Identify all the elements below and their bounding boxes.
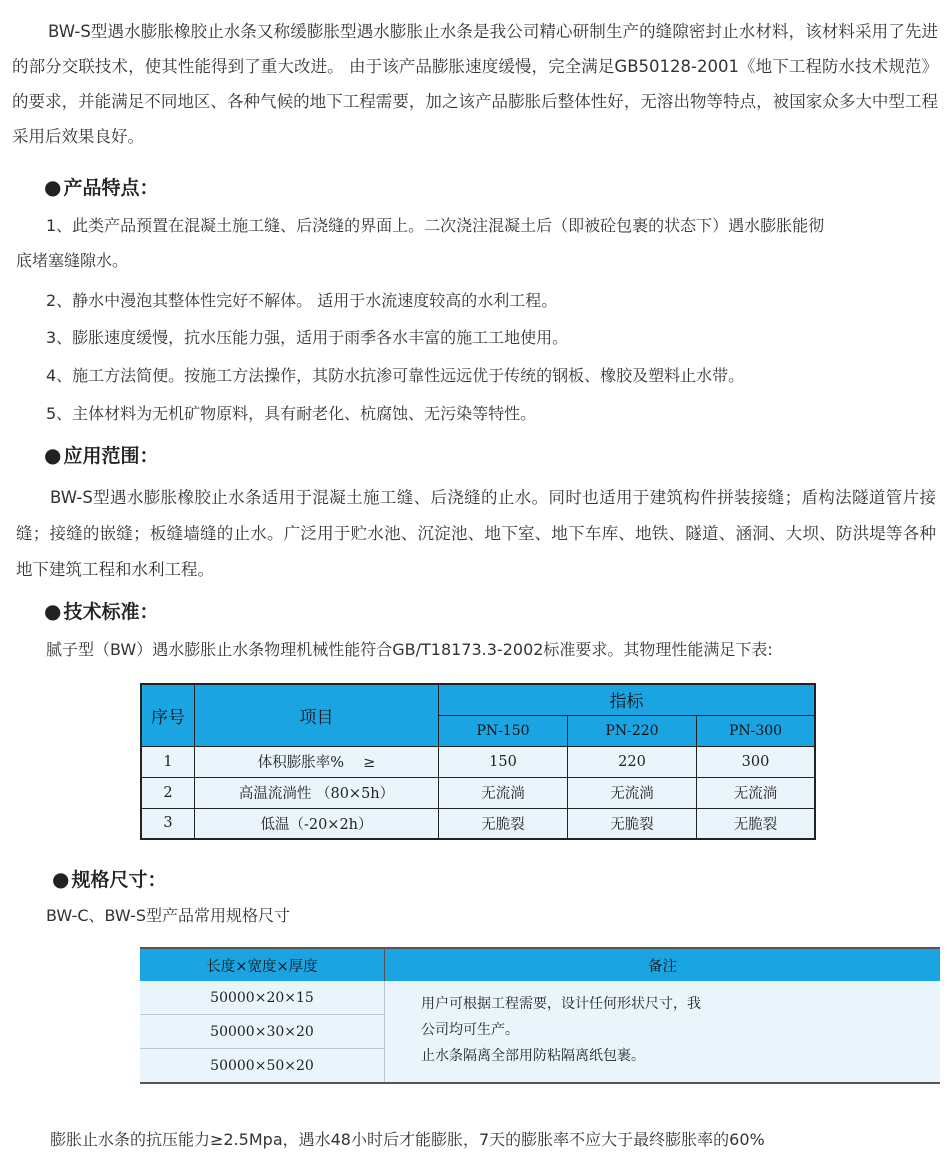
header-col: PN-150 (439, 715, 568, 746)
table-row (140, 981, 940, 1015)
note-line: 用户可根据工程需要，设计任何形状尺寸，我 (421, 996, 701, 1012)
feature-line-cont: 底堵塞缝隙水。 (16, 251, 129, 270)
application-paragraph: BW-S型遇水膨胀橡胶止水条适用于混凝土施工缝、后浇缝的止水。同时也适用于建筑构件拼装接缝；盾构法隧道管片接缝；接缝的嵌缝；板缝墙缝的止水。广泛用于贮水池、沉淀池、地下室、地下车库、地铁、隧道、涵洞、大坝、防洪堤等各种地下建筑工程和水利工程。 (16, 488, 936, 579)
features-heading (44, 172, 158, 202)
bullet-icon: ● (44, 175, 62, 199)
cell-value: 无流淌 (568, 777, 697, 808)
size-cell: 50000×30×20 (140, 1015, 385, 1049)
cell-no: 1 (141, 746, 195, 777)
cell-no: 3 (141, 808, 195, 839)
cell-value: 220 (568, 746, 697, 777)
cell-item: 体积膨胀率% ≥ (195, 746, 439, 777)
specs-heading (52, 864, 166, 894)
application-title: 应用范围： (63, 445, 159, 467)
features-title: 产品特点： (63, 177, 159, 199)
header-index: 指标 (439, 684, 816, 715)
bullet-icon: ● (44, 599, 62, 623)
standards-paragraph: 腻子型（BW）遇水膨胀止水条物理机械性能符合GB/T18173.3-2002标准要求。其物理性能满足下表: (46, 640, 773, 659)
cell-value: 300 (697, 746, 816, 777)
table-row (141, 808, 815, 839)
standards-title: 技术标准： (63, 601, 159, 623)
application-heading (44, 440, 158, 470)
note-line: 止水条隔离全部用防粘隔离纸包裹。 (421, 1048, 645, 1064)
intro-paragraph: BW-S型遇水膨胀橡胶止水条又称缓膨胀型遇水膨胀止水条是我公司精心研制生产的缝隙密封止水材料，该材料采用了先进的部分交联技术，使其性能得到了重大改进。 由于该产品膨胀速度缓慢，完全满足GB50128-2001《地下工程防水技术规范》的要求，并能满足不同地区、各种气候的地下工程需要，加之该产品膨胀后整体性好，无溶出物等特点，被国家众多大中型工程采用后效果良好。 (12, 22, 938, 146)
table-row (141, 746, 815, 777)
feature-item: 3、膨胀速度缓慢，抗水压能力强，适用于雨季各水丰富的施工工地使用。 (46, 328, 569, 347)
cell-value: 无流淌 (697, 777, 816, 808)
feature-item: 2、静水中漫泡其整体性完好不解体。 适用于水流速度较高的水利工程。 (46, 291, 558, 310)
note-line: 公司均可生产。 (421, 1022, 519, 1038)
bullet-icon: ● (52, 867, 70, 891)
performance-table (140, 683, 816, 840)
standards-heading (44, 596, 158, 626)
cell-item: 高温流淌性 （80×5h） (195, 777, 439, 808)
specs-paragraph: BW-C、BW-S型产品常用规格尺寸 (46, 906, 291, 925)
header-no: 序号 (141, 684, 195, 746)
header-col: PN-300 (697, 715, 816, 746)
footer-note: 膨胀止水条的抗压能力≥2.5Mpa，遇水48小时后才能膨胀，7天的膨胀率不应大于最终膨胀率的60% (50, 1130, 765, 1149)
cell-value: 无流淌 (439, 777, 568, 808)
feature-item: 4、施工方法简便。按施工方法操作，其防水抗渗可靠性远远优于传统的钢板、橡胶及塑料止水带。 (46, 366, 745, 385)
header-size: 长度×宽度×厚度 (140, 948, 385, 981)
feature-item: 5、主体材料为无机矿物原料，具有耐老化、杭腐蚀、无污染等特性。 (46, 404, 537, 423)
cell-value: 无脆裂 (568, 808, 697, 839)
cell-value: 无脆裂 (697, 808, 816, 839)
specs-title: 规格尺寸： (71, 869, 167, 891)
cell-item: 低温（-20×2h） (195, 808, 439, 839)
cell-no: 2 (141, 777, 195, 808)
table-row (141, 777, 815, 808)
spec-table (140, 947, 940, 1084)
header-col: PN-220 (568, 715, 697, 746)
feature-item (16, 208, 936, 278)
feature-line: 1、此类产品预置在混凝土施工缝、后浇缝的界面上。二次浇注混凝土后（即被砼包裹的状态下）遇水膨胀能彻 (46, 216, 825, 235)
cell-value: 150 (439, 746, 568, 777)
note-cell (385, 981, 941, 1083)
cell-value: 无脆裂 (439, 808, 568, 839)
bullet-icon: ● (44, 443, 62, 467)
header-item: 项目 (195, 684, 439, 746)
size-cell: 50000×20×15 (140, 981, 385, 1015)
header-note: 备注 (385, 948, 941, 981)
size-cell: 50000×50×20 (140, 1049, 385, 1084)
